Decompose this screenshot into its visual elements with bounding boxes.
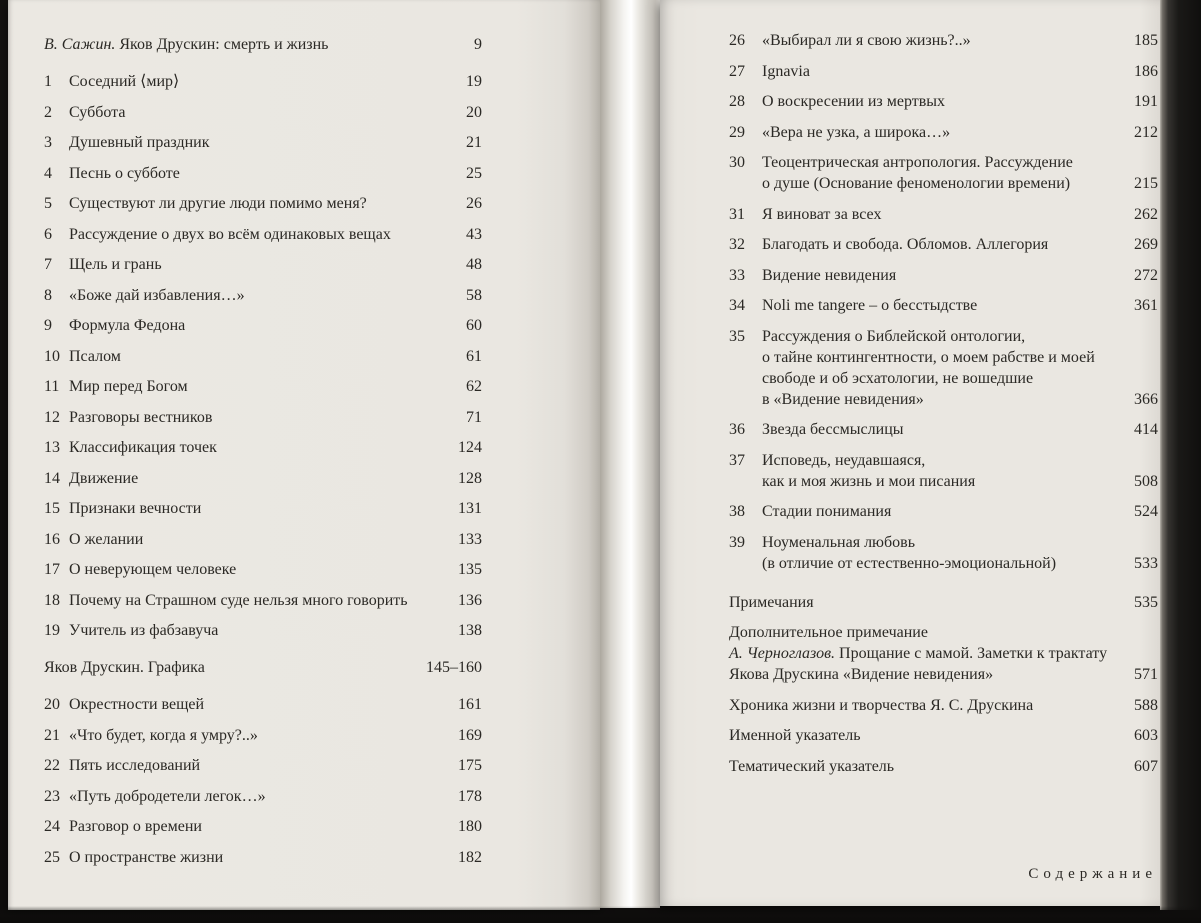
entry-title-line <box>69 755 446 776</box>
toc-entry <box>44 102 482 123</box>
entry-number: 29 <box>729 123 745 141</box>
entry-title <box>69 193 454 214</box>
entry-title-segment: Псалом <box>69 347 121 365</box>
entry-title <box>729 622 1122 685</box>
entry-number: 35 <box>729 327 745 345</box>
entry-title <box>69 315 454 336</box>
entry-title-segment: Окрестности вещей <box>69 696 205 713</box>
entry-title-segment: Щель и грань <box>69 256 162 273</box>
entry-title <box>762 532 1122 574</box>
entry-title-segment: Якова Друскина «Видение невидения» <box>729 666 994 683</box>
toc-entry <box>44 847 482 868</box>
entry-title-segment: «Выбирал ли я свою жизнь?..» <box>762 32 971 49</box>
toc-entry <box>729 91 1158 112</box>
entry-page: 135 <box>458 561 482 578</box>
entry-number: 24 <box>44 818 60 835</box>
entry-title-segment: Разговоры вестников <box>69 408 213 426</box>
toc-entry <box>729 265 1158 286</box>
entry-title-line <box>762 122 1122 143</box>
entry-title-line <box>762 326 1122 347</box>
toc-entry <box>44 468 482 489</box>
entry-title-segment: как и моя жизнь и мои писания <box>762 472 976 490</box>
entry-title-segment: Рассуждение о двух во всём одинаковых вещах <box>69 225 391 243</box>
entry-page: 26 <box>466 195 482 212</box>
toc-entry <box>729 234 1158 255</box>
entry-number: 31 <box>729 205 745 223</box>
entry-title-line <box>69 285 454 306</box>
toc-heading-entry <box>44 657 482 678</box>
entry-page: 533 <box>1134 554 1158 572</box>
toc-entry <box>44 132 482 153</box>
entry-title <box>69 620 446 641</box>
entry-title-italic-segment: А. Черноглазов. <box>729 645 840 662</box>
entry-title-line <box>69 620 446 641</box>
entry-title-line <box>729 756 1122 777</box>
toc-entry <box>44 193 482 214</box>
entry-title-line <box>762 30 1122 51</box>
entry-title <box>69 847 446 868</box>
entry-page: 131 <box>458 500 482 517</box>
entry-title-line <box>729 725 1122 746</box>
entry-page: 603 <box>1134 727 1158 744</box>
entry-title <box>762 234 1122 255</box>
entry-title <box>69 437 446 458</box>
toc-entry <box>44 590 482 611</box>
entry-title-segment: Дополнительное примечание <box>729 624 928 641</box>
entry-number: 32 <box>729 236 745 253</box>
entry-title <box>44 34 462 55</box>
entry-title <box>44 657 414 678</box>
entry-title <box>69 102 454 123</box>
entry-title-line <box>762 265 1122 286</box>
entry-title-segment: Почему на Страшном суде нельзя много говорить <box>69 591 408 609</box>
toc-heading-entry <box>44 34 482 55</box>
left-toc-list <box>44 34 482 877</box>
entry-title-segment: Ноуменальная любовь <box>762 533 915 551</box>
entry-page: 138 <box>458 622 482 639</box>
entry-title-line <box>69 786 446 807</box>
toc-entry <box>729 61 1158 82</box>
entry-title-segment: О желании <box>69 530 144 548</box>
entry-title-line <box>69 407 454 428</box>
entry-title-line <box>762 419 1122 440</box>
entry-title <box>762 204 1122 225</box>
entry-title-line <box>69 193 454 214</box>
entry-number: 11 <box>44 378 60 395</box>
entry-title-line <box>69 559 446 580</box>
entry-page: 145–160 <box>426 659 482 676</box>
entry-number: 19 <box>44 622 60 639</box>
entry-title-segment: Звезда бессмыслицы <box>762 421 904 438</box>
toc-entry <box>729 122 1158 143</box>
entry-title-line <box>69 529 446 550</box>
entry-title-segment: (в отличие от естественно-эмоциональной) <box>762 554 1057 572</box>
entry-title-line <box>69 816 446 837</box>
entry-page: 414 <box>1134 421 1158 438</box>
entry-title-line <box>69 468 446 489</box>
toc-heading-entry <box>729 756 1158 777</box>
entry-page: 71 <box>466 408 482 426</box>
entry-title <box>69 254 454 275</box>
entry-title-segment: Ignavia <box>762 62 810 80</box>
entry-title <box>762 91 1122 112</box>
entry-title <box>69 346 454 367</box>
entry-title <box>762 122 1122 143</box>
toc-entry <box>44 163 482 184</box>
entry-title-segment: Хроника жизни и творчества Я. С. Друскина <box>729 696 1034 714</box>
entry-title <box>69 694 446 715</box>
entry-title <box>762 295 1122 316</box>
entry-title-segment: О неверующем человеке <box>69 561 237 578</box>
toc-heading-entry <box>729 622 1158 685</box>
entry-page: 9 <box>474 36 482 53</box>
entry-number: 15 <box>44 500 60 517</box>
entry-title-line <box>69 224 454 245</box>
entry-title-segment: Рассуждения о Библейской онтологии, <box>762 327 1026 345</box>
entry-page: 186 <box>1134 62 1158 80</box>
entry-title-line <box>69 132 454 153</box>
entry-title-segment: Яков Друскин: смерть и жизнь <box>119 36 329 53</box>
entry-page: 180 <box>458 818 482 835</box>
entry-title <box>729 695 1122 716</box>
entry-title-line <box>762 295 1122 316</box>
entry-title-segment: О пространстве жизни <box>69 848 224 866</box>
toc-entry <box>44 559 482 580</box>
entry-number: 5 <box>44 195 52 212</box>
entry-title-line <box>69 725 446 746</box>
toc-entry <box>44 786 482 807</box>
entry-title-segment: свободе и об эсхатологии, не вошедшие <box>762 369 1034 387</box>
entry-title-segment: Исповедь, неудавшаяся, <box>762 451 926 469</box>
entry-title-segment: Благодать и свобода. Обломов. Аллегория <box>762 236 1049 253</box>
entry-title-line <box>762 553 1122 574</box>
entry-page: 60 <box>466 317 482 334</box>
entry-number: 21 <box>44 726 60 744</box>
entry-number: 10 <box>44 347 60 365</box>
entry-number: 2 <box>44 103 52 121</box>
entry-page: 128 <box>458 469 482 487</box>
entry-page: 215 <box>1134 175 1158 192</box>
entry-title-line <box>729 622 1122 643</box>
entry-number: 4 <box>44 164 52 182</box>
entry-title <box>69 224 454 245</box>
entry-title-line <box>762 152 1122 173</box>
toc-entry <box>729 450 1158 492</box>
entry-title <box>762 450 1122 492</box>
toc-entry <box>44 755 482 776</box>
entry-page: 161 <box>458 696 482 713</box>
entry-title-segment: Примечания <box>729 593 814 611</box>
entry-title-line <box>762 347 1122 368</box>
entry-title <box>762 419 1122 440</box>
entry-page: 58 <box>466 286 482 304</box>
entry-title-line <box>762 450 1122 471</box>
entry-number: 16 <box>44 530 60 548</box>
entry-title-line <box>69 694 446 715</box>
entry-number: 26 <box>729 32 745 49</box>
entry-page: 20 <box>466 103 482 121</box>
toc-entry <box>729 326 1158 410</box>
toc-entry <box>44 285 482 306</box>
entry-title-line <box>762 61 1122 82</box>
entry-page: 366 <box>1134 390 1158 408</box>
toc-entry <box>44 725 482 746</box>
toc-entry <box>44 529 482 550</box>
entry-title-line <box>762 368 1122 389</box>
entry-number: 33 <box>729 266 745 284</box>
entry-title <box>69 285 454 306</box>
toc-entry <box>729 419 1158 440</box>
toc-entry <box>44 346 482 367</box>
entry-title <box>69 407 454 428</box>
entry-page: 182 <box>458 848 482 866</box>
entry-title <box>69 755 446 776</box>
entry-number: 22 <box>44 757 60 774</box>
entry-page: 607 <box>1134 757 1158 775</box>
entry-page: 524 <box>1134 503 1158 520</box>
entry-number: 9 <box>44 317 52 334</box>
entry-title-segment: Теоцентрическая антропология. Рассуждение <box>762 154 1073 171</box>
entry-title-line <box>762 501 1122 522</box>
entry-title-segment: Видение невидения <box>762 266 897 284</box>
entry-title-line <box>44 34 462 55</box>
entry-title <box>729 592 1122 613</box>
entry-title-segment: в «Видение невидения» <box>762 390 924 408</box>
entry-title-segment: Тематический указатель <box>729 757 895 775</box>
entry-title-line <box>69 102 454 123</box>
toc-entry <box>44 407 482 428</box>
entry-page: 191 <box>1134 93 1158 110</box>
entry-title <box>69 816 446 837</box>
entry-title-segment: О воскресении из мертвых <box>762 93 946 110</box>
entry-number: 14 <box>44 469 60 487</box>
entry-title-line <box>762 471 1122 492</box>
entry-number: 13 <box>44 439 60 456</box>
entry-title <box>69 498 446 519</box>
entry-title-line <box>762 532 1122 553</box>
entry-title <box>762 61 1122 82</box>
entry-title <box>69 163 454 184</box>
entry-title-line <box>69 346 454 367</box>
toc-entry <box>44 71 482 92</box>
entry-title-segment: Существуют ли другие люди помимо меня? <box>69 195 367 212</box>
entry-title-segment: Мир перед Богом <box>69 378 188 395</box>
toc-entry <box>44 620 482 641</box>
entry-number: 25 <box>44 848 60 866</box>
entry-number: 39 <box>729 533 745 551</box>
entry-number: 30 <box>729 154 745 171</box>
entry-number: 38 <box>729 503 745 520</box>
entry-title-segment: Именной указатель <box>729 727 861 744</box>
entry-title-segment: о тайне контингентности, о моем рабстве и моей <box>762 348 1095 366</box>
entry-page: 19 <box>466 73 482 90</box>
entry-title-segment: Соседний ⟨мир⟩ <box>69 73 180 90</box>
entry-title-segment: Я виноват за всех <box>762 205 882 223</box>
entry-page: 61 <box>466 347 482 365</box>
entry-page: 361 <box>1134 297 1158 314</box>
entry-page: 169 <box>458 726 482 744</box>
entry-page: 62 <box>466 378 482 395</box>
entry-title-line <box>762 389 1122 410</box>
entry-title <box>762 30 1122 51</box>
entry-title-line <box>762 204 1122 225</box>
entry-title <box>69 725 446 746</box>
toc-entry <box>44 254 482 275</box>
toc-entry <box>44 498 482 519</box>
entry-title-line <box>69 847 446 868</box>
entry-title-segment: Noli me tangere – о бесстыдстве <box>762 297 978 314</box>
entry-title-segment: Движение <box>69 469 139 487</box>
entry-title-segment: о душе (Основание феноменологии времени) <box>762 175 1071 192</box>
page-footer: Содержание <box>1028 866 1157 882</box>
entry-number: 18 <box>44 591 60 609</box>
entry-title-segment: Прощание с мамой. Заметки к трактату <box>839 645 1108 662</box>
entry-title <box>729 725 1122 746</box>
entry-title <box>69 376 454 397</box>
entry-title-line <box>69 71 454 92</box>
entry-page: 508 <box>1134 472 1158 490</box>
entry-title-segment: Стадии понимания <box>762 503 892 520</box>
entry-title-line <box>762 234 1122 255</box>
right-page <box>660 0 1160 906</box>
toc-heading-entry <box>729 725 1158 746</box>
entry-page: 272 <box>1134 266 1158 284</box>
entry-page: 136 <box>458 591 482 609</box>
entry-page: 175 <box>458 757 482 774</box>
toc-entry <box>44 376 482 397</box>
entry-title <box>69 132 454 153</box>
entry-title <box>762 501 1122 522</box>
right-toc-list <box>729 30 1158 786</box>
entry-title-line <box>69 437 446 458</box>
entry-title-line <box>69 163 454 184</box>
entry-title <box>69 71 454 92</box>
toc-entry <box>729 30 1158 51</box>
entry-title-line <box>69 376 454 397</box>
entry-title-line <box>762 173 1122 194</box>
toc-entry <box>44 816 482 837</box>
entry-number: 1 <box>44 73 52 90</box>
entry-title-segment: «Боже дай избавления…» <box>69 286 245 304</box>
entry-number: 36 <box>729 421 745 438</box>
entry-title-line <box>69 254 454 275</box>
toc-entry <box>729 204 1158 225</box>
entry-title <box>69 468 446 489</box>
entry-title-segment: «Что будет, когда я умру?..» <box>69 726 258 744</box>
toc-entry <box>729 152 1158 194</box>
entry-title-segment: Песнь о субботе <box>69 164 180 182</box>
toc-entry <box>44 315 482 336</box>
entry-number: 3 <box>44 134 52 151</box>
entry-number: 17 <box>44 561 60 578</box>
entry-page: 535 <box>1134 593 1158 611</box>
entry-title <box>762 152 1122 194</box>
entry-title-segment: Пять исследований <box>69 757 201 774</box>
entry-title-line <box>729 695 1122 716</box>
toc-heading-entry <box>729 695 1158 716</box>
entry-title-segment: Суббота <box>69 103 126 121</box>
entry-page: 588 <box>1134 696 1158 714</box>
entry-title-segment: Разговор о времени <box>69 818 202 835</box>
entry-number: 20 <box>44 696 60 713</box>
entry-title-segment: Яков Друскин. Графика <box>44 659 205 676</box>
left-page <box>8 0 600 910</box>
entry-page: 212 <box>1134 123 1158 141</box>
entry-title <box>762 326 1122 410</box>
entry-page: 571 <box>1134 666 1158 683</box>
entry-page: 43 <box>466 225 482 243</box>
entry-title-segment: Признаки вечности <box>69 500 202 517</box>
toc-entry <box>729 295 1158 316</box>
entry-title <box>69 786 446 807</box>
entry-page: 133 <box>458 530 482 548</box>
entry-title-line <box>69 498 446 519</box>
entry-title-line <box>729 664 1122 685</box>
entry-title <box>69 559 446 580</box>
entry-title-line <box>69 315 454 336</box>
entry-title-segment: Душевный праздник <box>69 134 210 151</box>
entry-title-line <box>762 91 1122 112</box>
entry-title-line <box>69 590 446 611</box>
entry-title-segment: «Путь добродетели легок…» <box>69 787 266 805</box>
entry-page: 185 <box>1134 32 1158 49</box>
entry-title-segment: Учитель из фабзавуча <box>69 622 219 639</box>
entry-title-segment: Формула Федона <box>69 317 186 334</box>
entry-number: 6 <box>44 225 52 243</box>
entry-title-line <box>44 657 414 678</box>
entry-page: 269 <box>1134 236 1158 253</box>
entry-page: 124 <box>458 439 482 456</box>
entry-page: 48 <box>466 256 482 273</box>
entry-title-italic-segment: В. Сажин. <box>44 36 120 53</box>
entry-page: 262 <box>1134 205 1158 223</box>
entry-title-segment: Классификация точек <box>69 439 217 456</box>
entry-page: 21 <box>466 134 482 151</box>
page-stack-edge <box>1160 0 1201 910</box>
toc-entry <box>729 501 1158 522</box>
entry-title <box>69 529 446 550</box>
entry-title-line <box>729 592 1122 613</box>
entry-number: 7 <box>44 256 52 273</box>
entry-title <box>69 590 446 611</box>
entry-number: 23 <box>44 787 60 805</box>
entry-page: 178 <box>458 787 482 805</box>
toc-entry <box>44 437 482 458</box>
entry-page: 25 <box>466 164 482 182</box>
entry-title <box>729 756 1122 777</box>
toc-entry <box>44 694 482 715</box>
entry-number: 34 <box>729 297 745 314</box>
entry-number: 28 <box>729 93 745 110</box>
book-gutter <box>600 0 660 908</box>
entry-number: 12 <box>44 408 60 426</box>
toc-entry <box>44 224 482 245</box>
entry-title <box>762 265 1122 286</box>
toc-entry <box>729 532 1158 574</box>
toc-heading-entry <box>729 592 1158 613</box>
entry-title-segment: «Вера не узка, а широка…» <box>762 123 951 141</box>
entry-number: 37 <box>729 451 745 469</box>
entry-title-line <box>729 643 1122 664</box>
entry-number: 27 <box>729 62 745 80</box>
entry-number: 8 <box>44 286 52 304</box>
